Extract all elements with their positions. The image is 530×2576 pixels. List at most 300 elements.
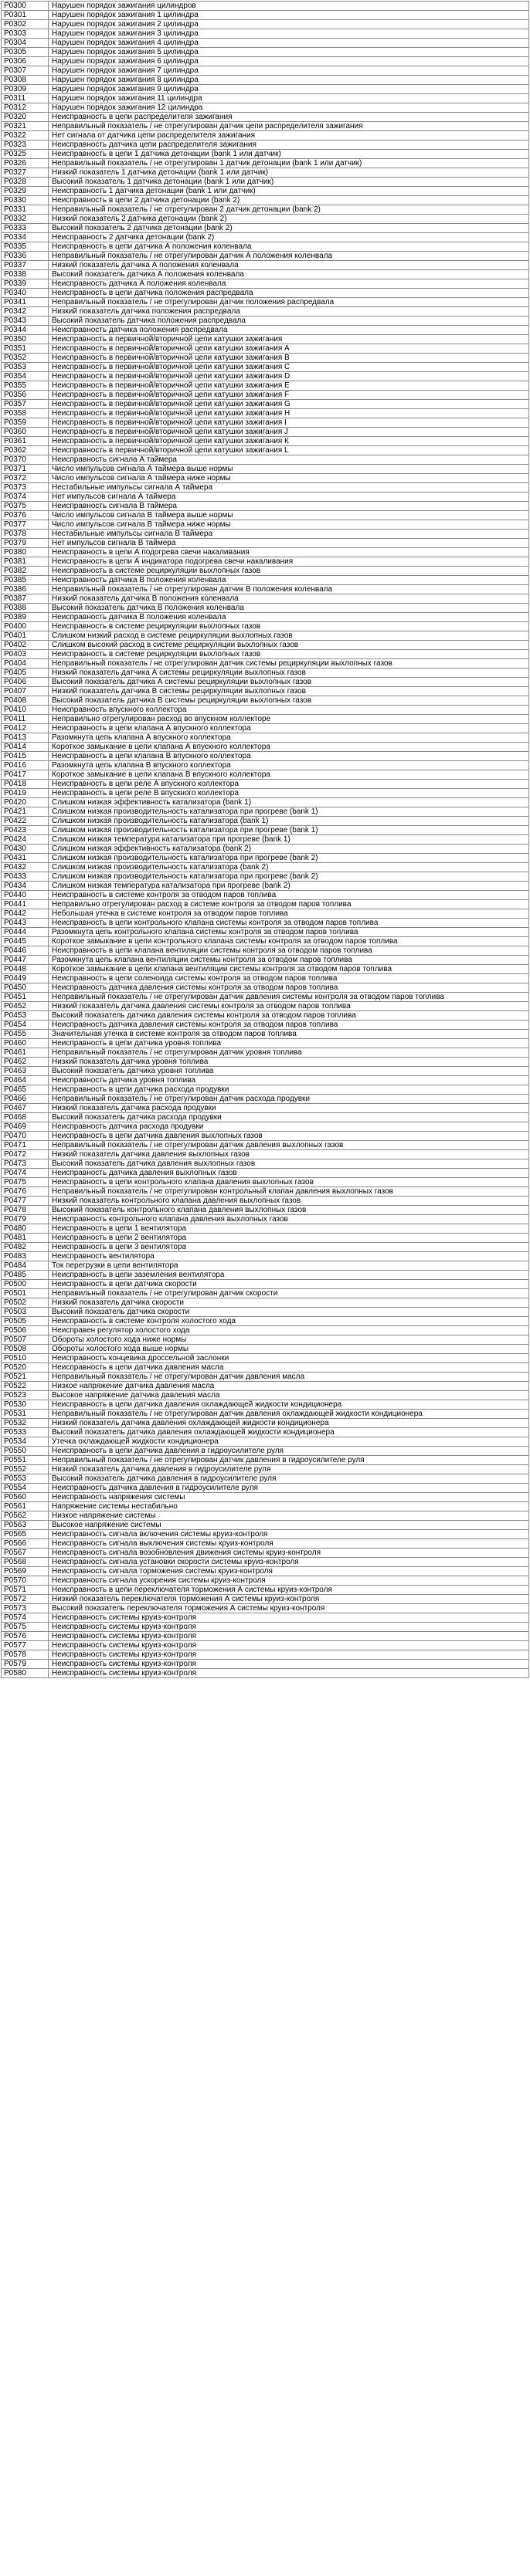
dtc-description-cell: Число импульсов сигнала А таймера ниже нормы [49,474,529,483]
dtc-code-cell: P0304 [2,39,49,48]
dtc-description-cell: Неправильный показатель / не отрегулирован датчик давления масла [49,1373,529,1382]
dtc-code-cell: P0302 [2,20,49,29]
dtc-description-cell: Разомкнута цепь клапана В впускного коллектора [49,761,529,770]
dtc-code-cell: P0471 [2,1141,49,1150]
table-row [2,946,529,956]
dtc-code-cell: P0401 [2,631,49,641]
table-row [2,1271,529,1280]
dtc-code-cell: P0464 [2,1076,49,1085]
table-row [2,807,529,817]
dtc-code-cell: P0500 [2,1280,49,1289]
dtc-description-cell: Неправильный показатель / не отрегулирован датчик давления системы контроля за отводом паров топлива [49,993,529,1002]
table-row [2,1178,529,1187]
dtc-description-cell: Слишком низкая температура катализатора при прогреве (bank 1) [49,835,529,845]
dtc-description-cell: Неисправность в цепи реле В впускного коллектора [49,789,529,798]
dtc-code-cell: P0565 [2,1530,49,1539]
dtc-code-cell: P0478 [2,1206,49,1215]
dtc-code-cell: P0406 [2,678,49,687]
dtc-description-cell: Слишком низкая производительность катализатора при прогреве (bank 1) [49,826,529,835]
table-row [2,391,529,400]
dtc-description-cell: Высокий показатель переключателя торможения А системы круиз-контроля [49,1604,529,1613]
dtc-description-cell: Неисправность в цепи А подогрева свечи накаливания [49,548,529,557]
table-row [2,900,529,909]
dtc-description-cell: Неисправность в цепи переключателя торможения А системы круиз-контроля [49,1586,529,1595]
dtc-description-cell: Слишком низкая производительность катализатора (bank 1) [49,817,529,826]
table-row [2,1215,529,1224]
table-row [2,1085,529,1095]
table-row [2,1391,529,1400]
table-row [2,279,529,289]
dtc-code-cell: P0358 [2,409,49,418]
dtc-code-cell: P0523 [2,1391,49,1400]
dtc-description-cell: Высокий показатель 2 датчика детонации (bank 2) [49,224,529,233]
dtc-code-cell: P0357 [2,400,49,409]
dtc-description-cell: Неисправность системы круиз-контроля [49,1669,529,1678]
dtc-description-cell: Неисправность в цепи датчика положения распредвала [49,289,529,298]
dtc-code-cell: P0362 [2,446,49,455]
table-row [2,1030,529,1039]
dtc-description-cell: Высокий показатель датчика давления системы контроля за отводом паров топлива [49,1011,529,1021]
table-row [2,103,529,113]
table-row [2,1002,529,1011]
dtc-code-cell: P0562 [2,1511,49,1521]
dtc-code-cell: P0412 [2,724,49,733]
table-row [2,1067,529,1076]
dtc-code-cell: P0573 [2,1604,49,1613]
table-row [2,539,529,548]
table-row [2,631,529,641]
dtc-description-cell: Нарушен порядок зажигания 8 цилиндра [49,76,529,85]
dtc-description-cell: Низкий показатель датчика А системы рециркуляции выхлопных газов [49,669,529,678]
dtc-description-cell: Неисправность сигнала А таймера [49,455,529,465]
table-row [2,94,529,103]
dtc-code-cell: P0322 [2,131,49,140]
dtc-description-cell: Неправильно отрегулирован расход во впускном коллекторе [49,715,529,724]
dtc-code-cell: P0521 [2,1373,49,1382]
dtc-code-cell: P0337 [2,261,49,270]
table-row [2,1539,529,1549]
dtc-description-cell: Низкий показатель датчика давления выхлопных газов [49,1150,529,1159]
dtc-code-cell: P0320 [2,113,49,122]
table-row [2,882,529,891]
dtc-code-cell: P0440 [2,891,49,900]
dtc-description-cell: Неисправность в системе рециркуляции выхлопных газов [49,567,529,576]
dtc-code-cell: P0465 [2,1085,49,1095]
dtc-description-cell: Неисправность сигнала включения системы круиз-контроля [49,1530,529,1539]
dtc-description-cell: Низкий показатель переключателя торможения А системы круиз-контроля [49,1595,529,1604]
dtc-code-cell: P0572 [2,1595,49,1604]
table-row [2,919,529,928]
table-row [2,993,529,1002]
table-row [2,1187,529,1197]
dtc-description-cell: Неисправность сигнала установки скорости системы круиз-контроля [49,1558,529,1567]
dtc-code-cell: P0463 [2,1067,49,1076]
table-row [2,557,529,567]
dtc-code-cell: P0311 [2,94,49,103]
dtc-code-cell: P0468 [2,1113,49,1122]
table-row [2,1169,529,1178]
dtc-code-cell: P0305 [2,48,49,57]
table-row [2,307,529,316]
table-row [2,909,529,919]
table-row [2,622,529,631]
dtc-code-cell: P0355 [2,381,49,391]
dtc-description-cell: Неисправность в системе рециркуляции выхлопных газов [49,650,529,659]
table-row [2,511,529,520]
dtc-description-cell: Неисправность в цепи датчика уровня топлива [49,1039,529,1048]
dtc-code-cell: P0454 [2,1021,49,1030]
dtc-code-cell: P0561 [2,1502,49,1511]
table-row [2,1400,529,1410]
dtc-code-cell: P0560 [2,1493,49,1502]
dtc-code-cell: P0576 [2,1632,49,1641]
table-row [2,316,529,326]
table-row [2,11,529,20]
dtc-description-cell: Нестабильные импульсы сигнала А таймера [49,483,529,493]
dtc-description-cell: Неисправность в цепи контрольного клапана давления выхлопных газов [49,1178,529,1187]
table-row [2,29,529,39]
dtc-description-cell: Неисправность концевика дроссельной заслонки [49,1354,529,1363]
dtc-code-cell: P0421 [2,807,49,817]
dtc-description-cell: Неправильный показатель / не отрегулирован датчик расхода продувки [49,1095,529,1104]
dtc-code-cell: P0507 [2,1335,49,1345]
dtc-code-cell: P0430 [2,845,49,854]
dtc-description-cell: Неисправность в цепи 2 датчика детонации (bank 2) [49,196,529,205]
table-row [2,131,529,140]
table-row [2,743,529,752]
dtc-description-cell: Неисправность в цепи соленоида системы контроля за отводом паров топлива [49,974,529,983]
table-row [2,798,529,807]
dtc-description-cell: Неисправность системы круиз-контроля [49,1641,529,1650]
dtc-code-cell: P0552 [2,1465,49,1474]
dtc-code-cell: P0501 [2,1289,49,1298]
dtc-description-cell: Неисправность системы круиз-контроля [49,1660,529,1669]
dtc-code-cell: P0483 [2,1252,49,1261]
dtc-code-cell: P0416 [2,761,49,770]
dtc-code-cell: P0453 [2,1011,49,1021]
dtc-description-cell: Высокий показатель контрольного клапана давления выхлопных газов [49,1206,529,1215]
dtc-code-cell: P0351 [2,344,49,354]
dtc-description-cell: Слишком низкая температура катализатора при прогреве (bank 2) [49,882,529,891]
dtc-description-cell: Нет сигнала от датчика цепи распределителя зажигания [49,131,529,140]
table-row [2,1604,529,1613]
dtc-code-cell: P0520 [2,1363,49,1373]
dtc-code-cell: P0508 [2,1345,49,1354]
table-row [2,1280,529,1289]
table-row [2,1234,529,1243]
dtc-description-cell: Слишком низкий расход в системе рециркуляции выхлопных газов [49,631,529,641]
dtc-code-cell: P0418 [2,780,49,789]
table-row [2,465,529,474]
dtc-code-cell: P0482 [2,1243,49,1252]
table-row [2,224,529,233]
dtc-description-cell: Неисправность в первичной/вторичной цепи катушки зажигания В [49,354,529,363]
dtc-code-cell: P0485 [2,1271,49,1280]
table-row [2,1326,529,1335]
dtc-description-cell: Обороты холостого хода ниже нормы [49,1335,529,1345]
table-row [2,826,529,835]
dtc-description-cell: Нарушен порядок зажигания 9 цилиндра [49,85,529,94]
table-row [2,400,529,409]
dtc-description-cell: Нарушен порядок зажигания цилиндров [49,2,529,11]
table-row [2,2,529,11]
table-row [2,1632,529,1641]
table-row [2,678,529,687]
table-row [2,780,529,789]
dtc-description-cell: Неисправность в первичной/вторичной цепи катушки зажигания К [49,437,529,446]
table-row [2,76,529,85]
dtc-description-cell: Неисправность в цепи датчика давления масла [49,1363,529,1373]
dtc-code-cell: P0420 [2,798,49,807]
table-row [2,854,529,863]
dtc-description-cell: Слишком низкая производительность катализатора при прогреве (bank 2) [49,872,529,882]
table-row [2,1104,529,1113]
dtc-code-cell: P0423 [2,826,49,835]
dtc-description-cell: Неисправность датчика В положения коленвала [49,576,529,585]
table-row [2,1576,529,1586]
dtc-code-cell: P0327 [2,168,49,178]
table-row [2,1567,529,1576]
dtc-description-cell: Неисправность системы круиз-контроля [49,1613,529,1623]
dtc-description-cell: Неисправность датчика цепи распределителя зажигания [49,140,529,150]
dtc-code-cell: P0356 [2,391,49,400]
dtc-code-cell: P0415 [2,752,49,761]
dtc-code-cell: P0350 [2,335,49,344]
dtc-code-cell: P0467 [2,1104,49,1113]
dtc-code-cell: P0378 [2,530,49,539]
dtc-code-cell: P0446 [2,946,49,956]
dtc-description-cell: Низкий показатель 2 датчика детонации (bank 2) [49,215,529,224]
dtc-code-cell: P0532 [2,1419,49,1428]
dtc-code-cell: P0326 [2,159,49,168]
table-row [2,1048,529,1058]
dtc-description-cell: Нарушен порядок зажигания 5 цилиндра [49,48,529,57]
dtc-description-cell: Неисправность системы круиз-контроля [49,1632,529,1641]
table-row [2,530,529,539]
dtc-code-cell: P0424 [2,835,49,845]
dtc-description-cell: Неисправность в первичной/вторичной цепи катушки зажигания F [49,391,529,400]
table-row [2,437,529,446]
dtc-code-cell: P0373 [2,483,49,493]
table-row [2,669,529,678]
dtc-code-cell: P0354 [2,372,49,381]
dtc-code-cell: P0360 [2,428,49,437]
dtc-description-cell: Неправильный показатель / не отрегулирован датчик уровня топлива [49,1048,529,1058]
dtc-description-cell: Неисправность датчика положения распредвала [49,326,529,335]
dtc-code-cell: P0534 [2,1437,49,1447]
dtc-description-cell: Низкий показатель датчика расхода продувки [49,1104,529,1113]
dtc-code-cell: P0386 [2,585,49,594]
table-row [2,113,529,122]
dtc-code-cell: P0422 [2,817,49,826]
table-row [2,1447,529,1456]
dtc-description-cell: Неисправность датчика давления системы контроля за отводом паров топлива [49,983,529,993]
dtc-description-cell: Неисправность в цепи 3 вентилятора [49,1243,529,1252]
table-row [2,845,529,854]
table-row [2,66,529,76]
dtc-code-table-body [2,2,529,1678]
dtc-description-cell: Неисправность в первичной/вторичной цепи катушки зажигания [49,335,529,344]
table-row [2,1317,529,1326]
dtc-code-cell: P0379 [2,539,49,548]
table-row [2,1595,529,1604]
table-row [2,409,529,418]
dtc-code-cell: P0432 [2,863,49,872]
table-row [2,1650,529,1660]
table-row [2,650,529,659]
table-row [2,474,529,483]
dtc-description-cell: Неисправность впускного коллектора [49,706,529,715]
dtc-code-cell: P0417 [2,770,49,780]
table-row [2,20,529,29]
dtc-code-cell: P0334 [2,233,49,242]
dtc-code-cell: P0402 [2,641,49,650]
table-row [2,1243,529,1252]
dtc-code-cell: P0462 [2,1058,49,1067]
dtc-description-cell: Неисправность датчика давления в гидроусилителе руля [49,1484,529,1493]
table-row [2,965,529,974]
table-row [2,1428,529,1437]
dtc-code-cell: P0403 [2,650,49,659]
dtc-description-cell: Высокий показатель датчика В системы рециркуляции выхлопных газов [49,696,529,706]
dtc-code-cell: P0531 [2,1410,49,1419]
table-row [2,242,529,252]
dtc-description-cell: Неисправность в системе контроля холостого хода [49,1317,529,1326]
dtc-code-cell: P0476 [2,1187,49,1197]
dtc-description-cell: Неисправность в цепи 1 датчика детонации (bank 1 или датчик) [49,150,529,159]
dtc-description-cell: Неисправность сигнала ускорения системы круиз-контроля [49,1576,529,1586]
dtc-description-cell: Неисправность в цепи датчика скорости [49,1280,529,1289]
dtc-code-cell: P0374 [2,493,49,502]
table-row [2,1252,529,1261]
table-row [2,937,529,946]
dtc-code-cell: P0505 [2,1317,49,1326]
table-row [2,1039,529,1048]
dtc-description-cell: Неисправность датчика расхода продувки [49,1122,529,1132]
dtc-description-cell: Низкий показатель датчика давления системы контроля за отводом паров топлива [49,1002,529,1011]
dtc-description-cell: Нестабильные импульсы сигнала В таймера [49,530,529,539]
dtc-code-cell: P0503 [2,1308,49,1317]
dtc-description-cell: Неисправность в цепи датчика А положения коленвала [49,242,529,252]
dtc-description-cell: Неисправность датчика давления выхлопных газов [49,1169,529,1178]
dtc-code-cell: P0445 [2,937,49,946]
table-row [2,1641,529,1650]
dtc-description-cell: Нарушен порядок зажигания 12 цилиндра [49,103,529,113]
table-row [2,1530,529,1539]
dtc-description-cell: Неправильный показатель / не отрегулирован датчик А положения коленвала [49,252,529,261]
dtc-description-cell: Низкий показатель датчика В положения коленвала [49,594,529,604]
dtc-description-cell: Неисправность 2 датчика детонации (bank 2) [49,233,529,242]
dtc-code-cell: P0477 [2,1197,49,1206]
dtc-code-cell: P0580 [2,1669,49,1678]
dtc-description-cell: Нарушен порядок зажигания 11 цилиндра [49,94,529,103]
dtc-code-cell: P0344 [2,326,49,335]
dtc-code-cell: P0571 [2,1586,49,1595]
table-row [2,1197,529,1206]
dtc-code-cell: P0579 [2,1660,49,1669]
table-row [2,233,529,242]
table-row [2,576,529,585]
dtc-code-cell: P0321 [2,122,49,131]
dtc-description-cell: Неисправность в цепи 1 вентилятора [49,1224,529,1234]
table-row [2,205,529,215]
dtc-code-cell: P0578 [2,1650,49,1660]
table-row [2,1261,529,1271]
table-row [2,1437,529,1447]
dtc-code-cell: P0441 [2,900,49,909]
table-row [2,1474,529,1484]
dtc-code-cell: P0405 [2,669,49,678]
dtc-code-cell: P0452 [2,1002,49,1011]
table-row [2,567,529,576]
table-row [2,752,529,761]
dtc-code-cell: P0371 [2,465,49,474]
dtc-code-cell: P0325 [2,150,49,159]
dtc-description-cell: Неисправность в цепи распределителя зажигания [49,113,529,122]
dtc-code-cell: P0502 [2,1298,49,1308]
dtc-description-cell: Неисправность системы круиз-контроля [49,1623,529,1632]
table-row [2,446,529,455]
dtc-code-cell: P0359 [2,418,49,428]
dtc-description-cell: Низкий показатель контрольного клапана давления выхлопных газов [49,1197,529,1206]
dtc-description-cell: Значительная утечка в системе контроля за отводом паров топлива [49,1030,529,1039]
dtc-code-cell: P0481 [2,1234,49,1243]
dtc-description-cell: Неправильный показатель / не отрегулирован датчик положения распредвала [49,298,529,307]
dtc-description-cell: Нарушен порядок зажигания 4 цилиндра [49,39,529,48]
dtc-code-cell: P0419 [2,789,49,798]
table-row [2,1558,529,1567]
dtc-description-cell: Низкое напряжение системы [49,1511,529,1521]
dtc-description-cell: Неправильный показатель / не отрегулирован датчик давления выхлопных газов [49,1141,529,1150]
dtc-code-cell: P0331 [2,205,49,215]
dtc-code-cell: P0340 [2,289,49,298]
table-row [2,261,529,270]
table-row [2,706,529,715]
dtc-description-cell: Низкий показатель датчика давления в гидроусилителе руля [49,1465,529,1474]
table-row [2,613,529,622]
table-row [2,289,529,298]
dtc-description-cell: Неисправность 1 датчика детонации (bank 1 или датчик) [49,187,529,196]
table-row [2,1289,529,1298]
dtc-code-cell: P0404 [2,659,49,669]
dtc-description-cell: Утечка охлаждающей жидкости кондиционера [49,1437,529,1447]
dtc-description-cell: Неправильный показатель / не отрегулирован 2 датчик детонации (bank 2) [49,205,529,215]
table-row [2,770,529,780]
table-row [2,696,529,706]
table-row [2,418,529,428]
table-row [2,150,529,159]
dtc-description-cell: Низкое напряжение датчика давления масла [49,1382,529,1391]
dtc-code-cell: P0414 [2,743,49,752]
dtc-description-cell: Разомкнута цепь клапана вентиляции системы контроля за отводом паров топлива [49,956,529,965]
dtc-code-cell: P0308 [2,76,49,85]
dtc-code-cell: P0550 [2,1447,49,1456]
table-row [2,1150,529,1159]
dtc-code-cell: P0385 [2,576,49,585]
table-row [2,1623,529,1632]
dtc-description-cell: Высокий показатель датчика положения распредвала [49,316,529,326]
dtc-code-cell: P0551 [2,1456,49,1465]
dtc-code-cell: P0400 [2,622,49,631]
dtc-description-cell: Неисправность в первичной/вторичной цепи катушки зажигания А [49,344,529,354]
table-row [2,1058,529,1067]
table-row [2,835,529,845]
table-row [2,39,529,48]
dtc-description-cell: Неправильный показатель / не отрегулирован контрольный клапан давления выхлопных газов [49,1187,529,1197]
dtc-code-cell: P0460 [2,1039,49,1048]
table-row [2,252,529,261]
dtc-description-cell: Число импульсов сигнала В таймера выше нормы [49,511,529,520]
